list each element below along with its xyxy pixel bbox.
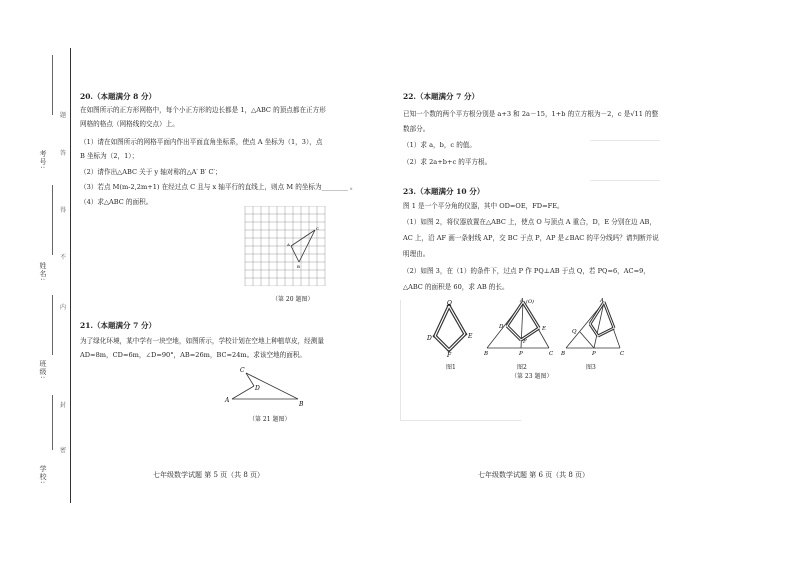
q23-fig1-caption: 图1	[446, 364, 456, 371]
q20-text-line: （1）请在如图所示的网格平面内作出平面直角坐标系，使点 A 坐标为（1，3），点	[80, 138, 323, 146]
q22-text-line: （1）求 a，b，c 的值。	[403, 141, 476, 149]
binding-mark: 题	[60, 112, 67, 119]
fig3-label-q: Q	[572, 329, 577, 335]
q20-label-b: B	[297, 264, 300, 269]
fig1-label-e: E	[468, 333, 473, 340]
binding-mark: 封	[60, 402, 67, 409]
fig1-label-f: F	[447, 352, 452, 358]
page-footer-left: 七年级数学试题 第 5 页（共 8 页）	[153, 471, 265, 479]
name-label: 姓名:	[39, 262, 47, 282]
q20-caption: （第 20 题图）	[272, 296, 314, 303]
binding-mark: 内	[60, 304, 67, 311]
q20-title: 20.（本题满分 8 分）	[80, 92, 156, 101]
q23-figure-1	[425, 298, 475, 358]
class-label: 班级:	[39, 360, 47, 380]
q23-fig2-caption: 图2	[517, 364, 527, 371]
fig2-label-p: P	[519, 351, 523, 357]
q23-caption: （第 23 题图）	[511, 373, 553, 380]
fig2-label-e: E	[542, 326, 547, 332]
fig2-label-o: (O)	[526, 299, 535, 305]
fig2-label-a: A	[520, 298, 524, 304]
fig3-label-a: A	[600, 298, 604, 304]
fig3-label-p: P	[592, 351, 596, 357]
q20-label-c: C	[316, 226, 320, 231]
fig3-label-c: C	[620, 351, 625, 357]
q20-text-line: （3）若点 M(m-2,2m+1) 在经过点 C 且与 x 轴平行的直线上，则点 M 的坐标为________ 。	[80, 183, 357, 191]
q23-text-line: （1）如图 2，将仪器放置在△ABC 上，使点 O 与顶点 A 重合，D，E 分别在边 AB，	[403, 218, 656, 226]
q21-caption: （第 21 题图）	[249, 416, 291, 423]
fig2-label-d: D	[499, 324, 504, 330]
fig2-label-f: F	[523, 339, 527, 345]
q21-label-a: A	[225, 397, 230, 404]
q22-text-line: 数部分。	[403, 125, 430, 133]
q20-text-line: B 坐标为（2，1）；	[80, 152, 139, 160]
binding-divider	[52, 55, 53, 115]
binding-divider	[52, 185, 53, 255]
q21-label-b: B	[299, 401, 304, 408]
q23-text-line: （2）如图 3，在（1）的条件下，过点 P 作 PQ⊥AB 于点 Q，若 PQ=6，AC=9，	[403, 267, 650, 275]
school-label: 学校:	[39, 465, 47, 485]
binding-mark: 答	[60, 150, 67, 157]
binding-divider	[52, 295, 53, 355]
q23-text-line: 图 1 是一个平分角的仪器，其中 OD=OE，FD=FE。	[403, 202, 564, 210]
q23-title: 23.（本题满分 10 分）	[403, 187, 485, 196]
q20-text-line: 在如图所示的正方形网格中，每个小正方形的边长都是 1，△ABC 的顶点都在正方形	[80, 106, 326, 114]
exam-number-label: 考号:	[39, 150, 47, 170]
bleed-through-line	[590, 180, 660, 181]
q21-text-line: AD=8m，CD=6m，∠D=90°，AB=26m，BC=24m。求该空地的面积。	[80, 351, 307, 359]
q23-figure-2	[483, 296, 559, 358]
fig3-label-b: B	[561, 351, 566, 357]
binding-mark: 不	[60, 254, 67, 261]
q20-grid-figure	[243, 206, 327, 286]
q22-text-line: 已知一个数的两个平方根分别是 a+3 和 2a－15，1+b 的立方根为－2，c 是√11 的整	[403, 110, 659, 118]
q23-text-line: AC 上，沿 AF 画一条射线 AP，交 BC 于点 P，AP 是∠BAC 的平分线吗？请判断并说	[403, 234, 659, 242]
binding-line	[70, 48, 71, 503]
q23-text-line: △ABC 的面积是 60，求 AB 的长。	[403, 283, 509, 291]
q20-text-line: （4）求△ABC 的面积。	[80, 198, 153, 206]
q23-text-line: 明理由。	[403, 250, 430, 258]
q21-label-d: D	[255, 385, 260, 392]
q23-fig3-caption: 图3	[586, 364, 596, 371]
fig1-label-d: D	[427, 335, 432, 342]
fig2-label-b: B	[484, 351, 489, 357]
q22-title: 22.（本题满分 7 分）	[403, 92, 479, 101]
segment-ad	[232, 386, 254, 399]
binding-divider	[52, 395, 53, 450]
q20-text-line: 网格的格点（网格线的交点）上。	[80, 120, 179, 128]
bleed-through-line	[590, 140, 660, 141]
q21-text-line: 为了绿化环境，某中学有一块空地，如图所示，学校计划在空地上种植草皮，经测量	[80, 337, 324, 345]
q21-title: 21.（本题满分 7 分）	[80, 321, 156, 330]
fig2-label-c: C	[549, 351, 554, 357]
q20-text-line: （2）请作出△ABC 关于 y 轴对称的△A′ B′ C′；	[80, 168, 222, 176]
q20-label-a: A	[287, 242, 290, 247]
q21-figure	[222, 362, 306, 408]
fig1-label-o: O	[447, 300, 452, 307]
page-footer-right: 七年级数学试题 第 6 页（共 8 页）	[478, 471, 590, 479]
q22-text-line: （2）求 2a+b+c 的平方根。	[403, 158, 492, 166]
q21-label-c: C	[240, 367, 245, 374]
segment-pq	[580, 332, 594, 348]
q23-figure-3	[560, 296, 632, 358]
binding-mark: 密	[60, 447, 67, 454]
binding-mark: 得	[60, 207, 67, 214]
